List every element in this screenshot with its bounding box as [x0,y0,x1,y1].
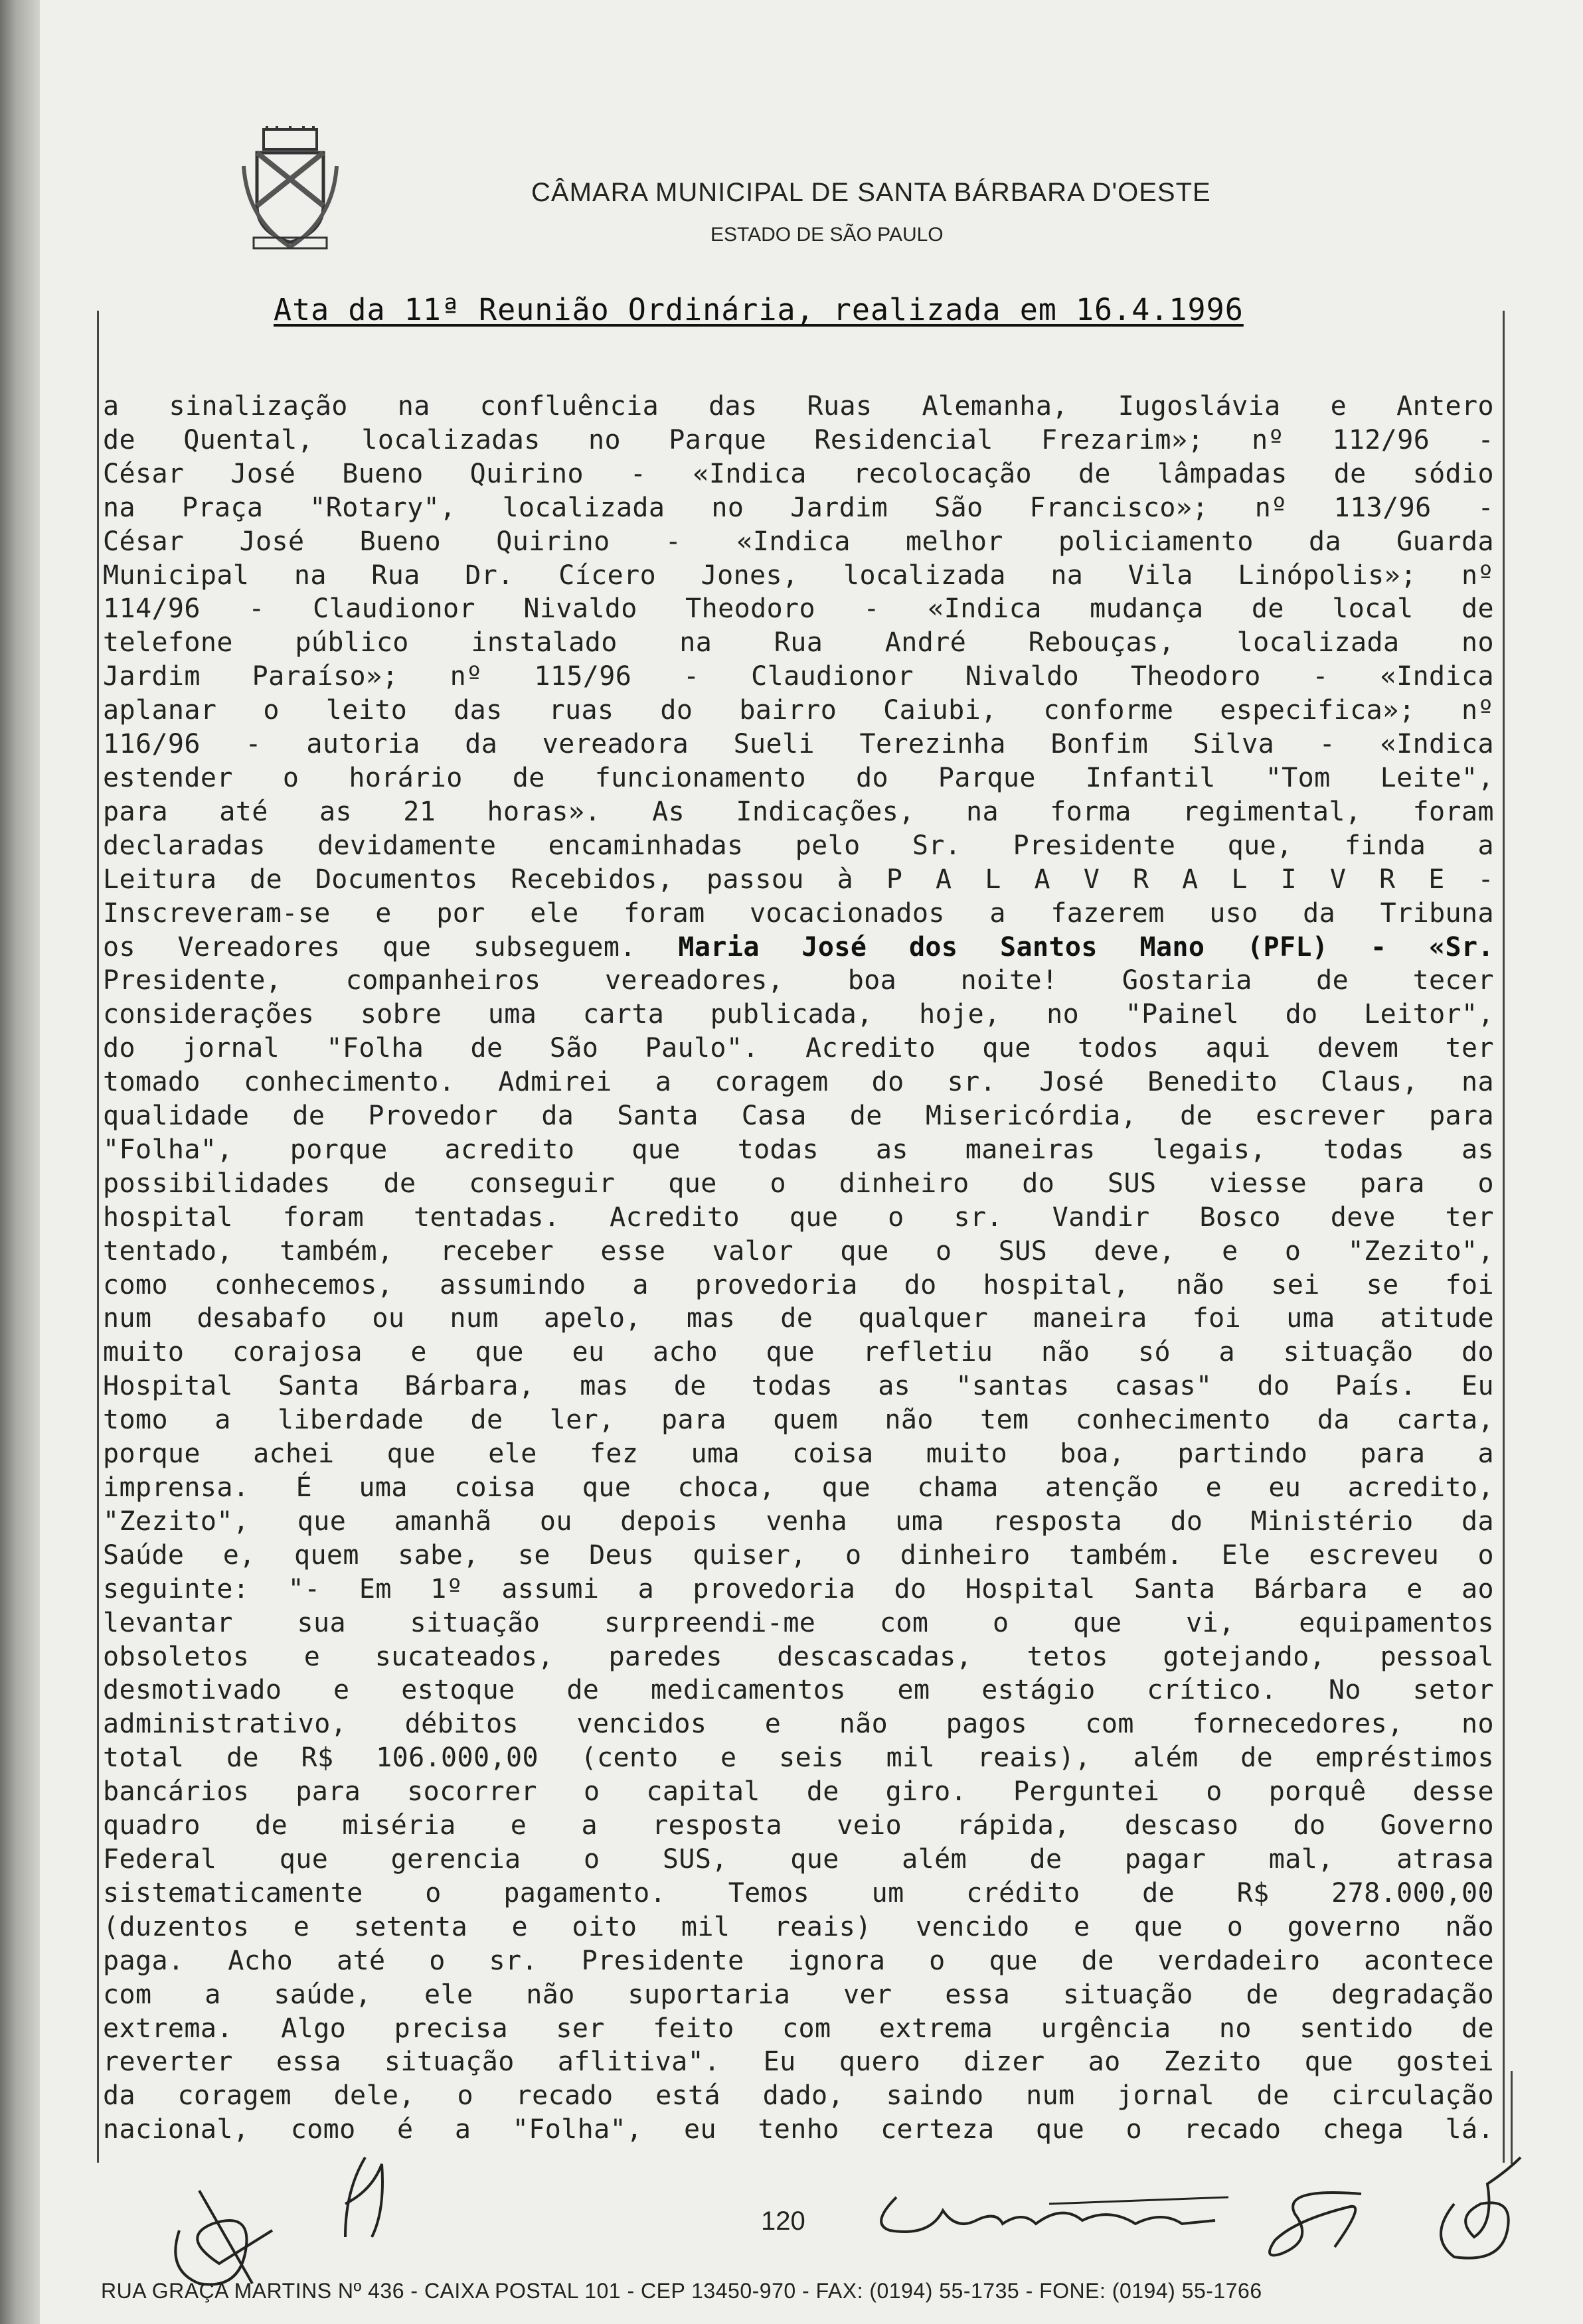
body-line: paga. Acho até o sr. Presidente ignora o que de verdadeiro acontece [103,1945,1494,1976]
body-line: num desabafo ou num apelo, mas de qualquer maneira foi uma atitude [103,1303,1494,1334]
body-line: Federal que gerencia o SUS, que além de pagar mal, atrasa [103,1843,1494,1875]
body-line: quadro de miséria e a resposta veio rápida, descaso do Governo [103,1810,1494,1841]
municipal-coat-of-arms-icon [240,126,340,252]
signature-3-icon [870,2184,1228,2250]
body-line: do jornal "Folha de São Paulo". Acredito que todos aqui devem ter [103,1033,1494,1064]
body-line: Hospital Santa Bárbara, mas de todas as "santas casas" do País. Eu [103,1371,1494,1402]
body-line: levantar sua situação surpreendi-me com o que vi, equipamentos [103,1607,1494,1638]
footer-address: RUA GRAÇA MARTINS Nº 436 - CAIXA POSTAL 101 - CEP 13450-970 - FAX: (0194) 55-1735 - FONE: (0194) 55-1766 [101,2279,1262,2303]
body-line: estender o horário de funcionamento do Parque Infantil "Tom Leite", [103,762,1494,793]
body-line: telefone público instalado na Rua André Rebouças, localizada no [103,627,1494,658]
body-line: tomo a liberdade de ler, para quem não tem conhecimento da carta, [103,1405,1494,1436]
body-line: Inscreveram-se e por ele foram vocacionados a fazerem uso da Tribuna [103,897,1494,929]
body-line: possibilidades de conseguir que o dinheiro do SUS viesse para o [103,1168,1494,1199]
body-line: de Quental, localizadas no Parque Residencial Frezarim»; nº 112/96 - [103,424,1494,455]
body-line: imprensa. É uma coisa que choca, que chama atenção e eu acredito, [103,1472,1494,1503]
body-line: Jardim Paraíso»; nº 115/96 - Claudionor Nivaldo Theodoro - «Indica [103,661,1494,692]
body-line: César José Bueno Quirino - «Indica recolocação de lâmpadas de sódio [103,458,1494,489]
body-line: reverter essa situação aflitiva". Eu quero dizer ao Zezito que gostei [103,2047,1494,2078]
margin-rule-left [97,311,99,2163]
body-line: "Zezito", que amanhã ou depois venha uma resposta do Ministério da [103,1506,1494,1537]
org-name: CÂMARA MUNICIPAL DE SANTA BÁRBARA D'OESTE [531,178,1211,207]
body-line: extrema. Algo precisa ser feito com extrema urgência no sentido de [103,2013,1494,2044]
speaker-name: Maria José dos Santos Mano (PFL) - «Sr. [678,931,1494,963]
body-line: seguinte: "- Em 1º assumi a provedoria do Hospital Santa Bárbara e ao [103,1573,1494,1604]
org-state: ESTADO DE SÃO PAULO [710,224,944,246]
body-line: tentado, também, receber esse valor que o SUS deve, e o "Zezito", [103,1235,1494,1267]
signature-4-icon [1255,2181,1381,2267]
page-number: 120 [761,2207,805,2236]
body-line: (duzentos e setenta e oito mil reais) vencido e que o governo não [103,1911,1494,1942]
body-line: bancários para socorrer o capital de giro. Perguntei o porquê desse [103,1776,1494,1808]
body-line: qualidade de Provedor da Santa Casa de Misericórdia, de escrever para [103,1101,1494,1132]
signature-5-icon [1414,2144,1534,2270]
body-line: administrativo, débitos vencidos e não pagos com fornecedores, no [103,1709,1494,1740]
body-line: tomado conhecimento. Admirei a coragem do sr. José Benedito Claus, na [103,1067,1494,1098]
body-line: da coragem dele, o recado está dado, saindo num jornal de circulação [103,2080,1494,2112]
body-line: 114/96 - Claudionor Nivaldo Theodoro - «Indica mudança de local de [103,593,1494,625]
body-line: Leitura de Documentos Recebidos, passou à P A L A V R A L I V R E - [103,864,1494,895]
body-line: "Folha", porque acredito que todas as maneiras legais, todas as [103,1134,1494,1165]
body-line: aplanar o leito das ruas do bairro Caiubi, conforme especifica»; nº [103,695,1494,726]
body-line: obsoletos e sucateados, paredes descascadas, tetos gotejando, pessoal [103,1641,1494,1672]
body-line: nacional, como é a "Folha", eu tenho certeza que o recado chega lá. [103,2114,1494,2145]
body-line: a sinalização na confluência das Ruas Alemanha, Iugoslávia e Antero [103,391,1494,422]
signature-2-icon [319,2151,405,2250]
body-line: porque achei que ele fez uma coisa muito boa, partindo para a [103,1438,1494,1470]
body-line: na Praça "Rotary", localizada no Jardim São Francisco»; nº 113/96 - [103,492,1494,523]
minutes-body [103,390,1494,2147]
signature-1-icon [159,2151,292,2297]
body-line: para até as 21 horas». As Indicações, na forma regimental, foram [103,796,1494,827]
body-line: declaradas devidamente encaminhadas pelo Sr. Presidente que, finda a [103,830,1494,861]
body-line: com a saúde, ele não suportaria ver essa situação de degradação [103,1979,1494,2010]
body-line: 116/96 - autoria da vereadora Sueli Terezinha Bonfim Silva - «Indica [103,729,1494,760]
page-binding-shadow [0,0,40,2324]
body-line: César José Bueno Quirino - «Indica melhor policiamento da Guarda [103,526,1494,557]
body-line-prefix: os Vereadores que subseguem. [103,931,636,963]
body-line-speaker [103,931,1494,965]
body-line: Saúde e, quem sabe, se Deus quiser, o dinheiro também. Ele escreveu o [103,1539,1494,1571]
margin-rule-right [1503,311,1505,2163]
body-line: sistematicamente o pagamento. Temos um crédito de R$ 278.000,00 [103,1877,1494,1908]
body-line: hospital foram tentadas. Acredito que o sr. Vandir Bosco deve ter [103,1201,1494,1233]
body-line: Presidente, companheiros vereadores, boa noite! Gostaria de tecer [103,965,1494,996]
body-line: como conhecemos, assumindo a provedoria do hospital, não sei se foi [103,1269,1494,1300]
body-line: desmotivado e estoque de medicamentos em estágio crítico. No setor [103,1675,1494,1706]
body-line: considerações sobre uma carta publicada, hoje, no "Painel do Leitor", [103,999,1494,1030]
document-title: Ata da 11ª Reunião Ordinária, realizada em 16.4.1996 [274,292,1244,327]
body-line: muito corajosa e que eu acho que refletiu não só a situação do [103,1337,1494,1368]
body-line: Municipal na Rua Dr. Cícero Jones, localizada na Vila Linópolis»; nº [103,560,1494,591]
body-line: total de R$ 106.000,00 (cento e seis mil reais), além de empréstimos [103,1743,1494,1774]
